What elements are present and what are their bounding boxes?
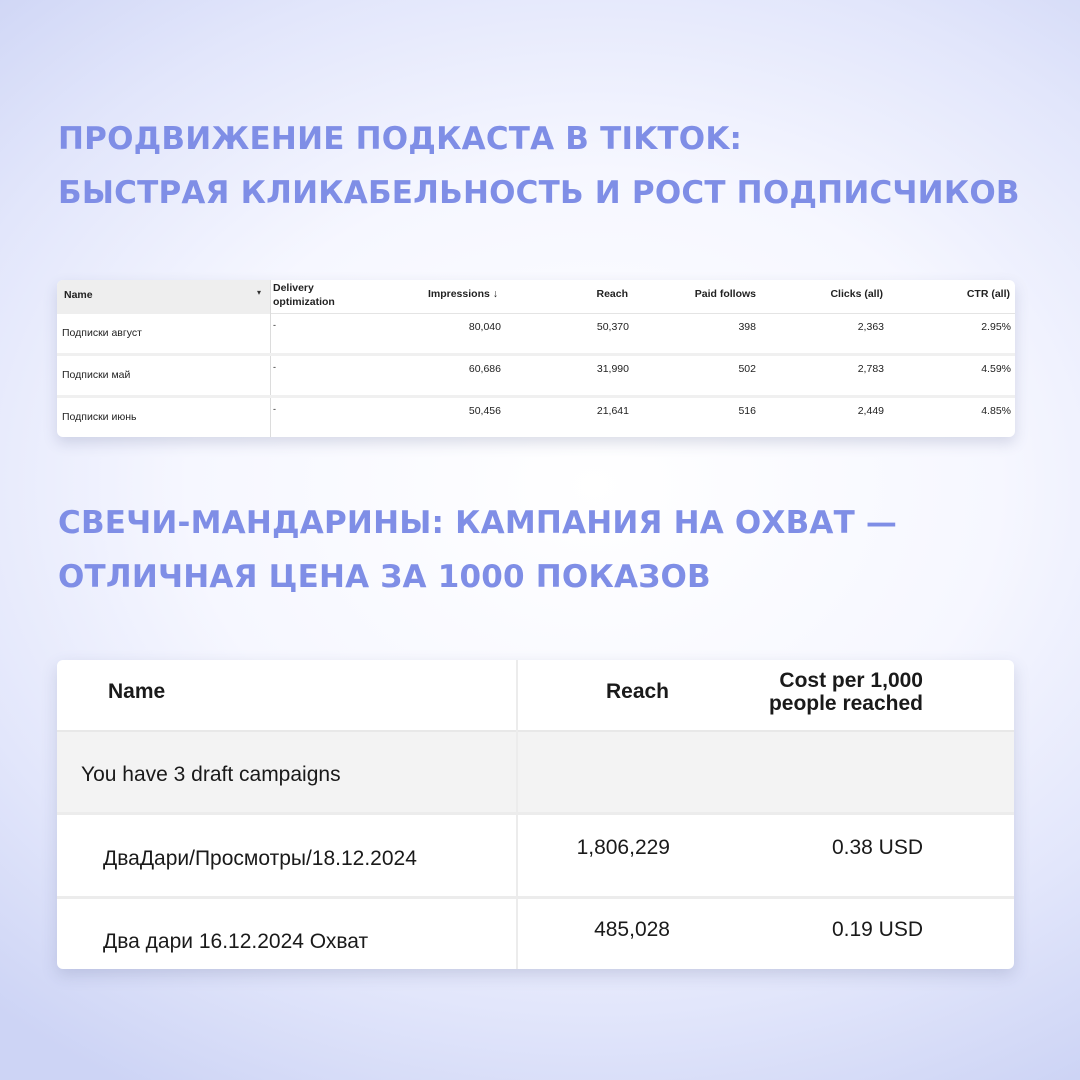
section-title-line-1: СВЕЧИ-МАНДАРИНЫ: КАМПАНИЯ НА ОХВАТ — <box>58 505 898 541</box>
reach-value: 50,370 <box>596 321 629 333</box>
paid-follows-column-header[interactable]: Paid follows <box>694 288 756 300</box>
campaign-name[interactable]: Подписки май <box>62 369 131 381</box>
cost-header-line-1: Cost per 1,000 <box>779 669 923 692</box>
campaign-name[interactable]: Подписки июнь <box>62 411 137 423</box>
header-divider <box>57 730 1014 732</box>
clicks-value: 2,449 <box>857 405 884 417</box>
cost-value: 0.19 USD <box>831 918 923 941</box>
section-title-line-1: ПРОДВИЖЕНИЕ ПОДКАСТА В TIKTOK: <box>58 121 743 157</box>
clicks-column-header[interactable]: Clicks (all) <box>830 288 883 300</box>
section-title-line-2: ОТЛИЧНАЯ ЦЕНА ЗА 1000 ПОКАЗОВ <box>58 559 711 595</box>
campaign-name[interactable]: Подписки август <box>62 327 142 339</box>
cost-per-1000-column-header[interactable] <box>747 669 923 715</box>
delivery-label-line-1: Delivery <box>273 282 314 294</box>
caret-down-icon[interactable]: ▾ <box>257 288 262 297</box>
ctr-value: 4.59% <box>981 363 1011 375</box>
campaign-name[interactable]: Два дари 16.12.2024 Охват <box>103 930 369 953</box>
clicks-value: 2,363 <box>857 321 884 333</box>
paid-follows-value: 398 <box>738 321 756 333</box>
reach-column-header[interactable]: Reach <box>596 288 628 300</box>
table-row[interactable] <box>57 398 1015 437</box>
name-column-label: Name <box>64 289 93 301</box>
delivery-column-header[interactable] <box>273 281 363 309</box>
table-header <box>57 280 1015 314</box>
impressions-value: 60,686 <box>468 363 501 375</box>
impressions-value: 80,040 <box>468 321 501 333</box>
cost-value: 0.38 USD <box>831 836 923 859</box>
row-divider <box>57 812 1014 815</box>
cost-header-line-2: people reached <box>768 692 923 715</box>
ctr-value: 4.85% <box>981 405 1011 417</box>
reach-campaigns-table <box>57 660 1014 969</box>
reach-value: 1,806,229 <box>576 836 670 859</box>
reach-column-header[interactable]: Reach <box>605 680 669 703</box>
table-row[interactable] <box>57 356 1015 398</box>
delivery-value: - <box>273 362 276 372</box>
section-title-candles <box>58 496 897 604</box>
ctr-column-header[interactable]: CTR (all) <box>966 288 1010 300</box>
reach-value: 21,641 <box>596 405 629 417</box>
table-row[interactable] <box>57 314 1015 356</box>
name-column-header[interactable]: Name <box>108 680 166 703</box>
delivery-value: - <box>273 404 276 414</box>
clicks-value: 2,783 <box>857 363 884 375</box>
campaign-name[interactable]: ДваДари/Просмотры/18.12.2024 <box>103 847 417 870</box>
ctr-value: 2.95% <box>981 321 1011 333</box>
draft-campaigns-label[interactable]: You have 3 draft campaigns <box>81 763 341 786</box>
impressions-column-header[interactable]: Impressions ↓ <box>427 288 498 300</box>
impressions-value: 50,456 <box>468 405 501 417</box>
section-title-podcast <box>58 112 1020 220</box>
name-column-header[interactable] <box>57 280 271 314</box>
row-divider <box>57 896 1014 899</box>
delivery-value: - <box>273 320 276 330</box>
paid-follows-value: 516 <box>738 405 756 417</box>
section-title-line-2: БЫСТРАЯ КЛИКАБЕЛЬНОСТЬ И РОСТ ПОДПИСЧИКОВ <box>58 175 1020 211</box>
reach-value: 485,028 <box>594 918 670 941</box>
paid-follows-value: 502 <box>738 363 756 375</box>
reach-value: 31,990 <box>596 363 629 375</box>
delivery-label-line-2: optimization <box>273 296 335 308</box>
podcast-campaigns-table <box>57 280 1015 437</box>
